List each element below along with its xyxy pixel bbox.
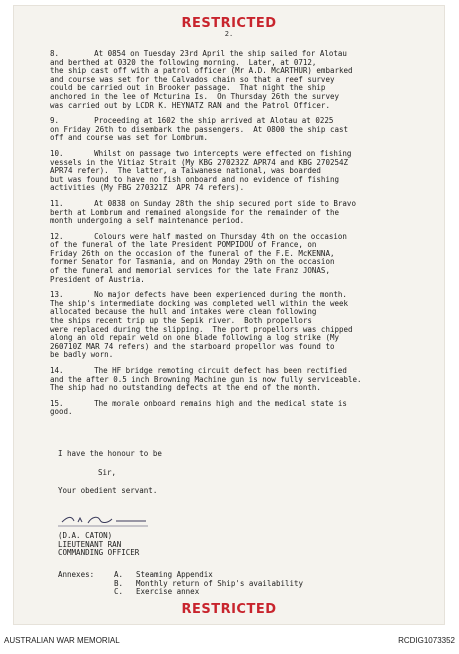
paragraph-text: Proceeding at 1602 the ship arrived at Alotau at 0225: [94, 116, 334, 126]
paragraph-number: 15.: [50, 398, 64, 408]
signatory-title: COMMANDING OFFICER: [58, 548, 140, 558]
handwritten-signature: [58, 512, 148, 528]
paragraph-text: No major defects have been experienced during the month.: [94, 290, 347, 300]
paragraph-text: Colours were half masted on Thursday 4th on the occasion: [94, 231, 347, 241]
paragraph-text: APR74 refer). The latter, a Taiwanese national, was boarded: [50, 166, 321, 176]
restricted-stamp-bottom: RESTRICTED: [181, 602, 277, 617]
paragraph-text: good.: [50, 407, 73, 417]
paragraph-line: [50, 351, 430, 360]
paragraph-text: along an old repair weld on one blade following a log strike (My: [50, 333, 339, 343]
paragraph-text: and berthed at 0320 the following morning. Later, at 0712,: [50, 57, 317, 67]
paragraph-number: 14.: [50, 366, 64, 375]
paragraph: [50, 233, 430, 285]
paragraph-text: but was found to have no fish onboard and no evidence of fishing: [50, 174, 339, 184]
paragraph: [50, 200, 430, 226]
closing-honour: I have the honour to be: [58, 449, 162, 458]
closing-servant: Your obedient servant.: [58, 486, 158, 495]
paragraph-line: [50, 184, 430, 193]
paragraph-line: [50, 134, 430, 143]
signatory-name: (D.A. CATON): [58, 531, 113, 540]
paragraph-text: 260710Z MAR 74 refers) and the starboard propellor was found to: [50, 341, 335, 351]
paragraph-number: 13.: [50, 290, 64, 300]
paragraph-text: At 0854 on Tuesday 23rd April the ship sailed for Alotau: [94, 49, 347, 58]
annex-item: Monthly return of Ship's availability: [136, 578, 304, 588]
paragraph-text: President of Austria.: [50, 274, 145, 284]
annex-item: Exercise annex: [136, 587, 200, 597]
signatory-rank: LIEUTENANT RAN: [58, 539, 122, 549]
paragraph-number: 8.: [50, 49, 60, 58]
paragraph-line: [50, 384, 430, 393]
paragraph-line: [50, 276, 430, 285]
annex-item: Steaming Appendix: [136, 570, 213, 579]
paragraph-text: anchored in the lee of Mcturina Is. On Thursday 26th the survey: [50, 91, 339, 101]
paragraph-text: the ship cast off with a patrol officer (Mr A.D. McARTHUR) embarked: [50, 66, 353, 76]
paragraph-text: on Friday 26th to disembark the passengers. At 0800 the ship cast: [50, 124, 349, 134]
annexes-list: [58, 571, 303, 597]
document-page: [14, 6, 444, 624]
paragraph-text: At 0838 on Sunday 28th the ship secured port side to Bravo: [94, 198, 356, 208]
annex-letter: C.: [114, 587, 124, 597]
paragraph-text: Friday 26th on the occasion of the funeral of the F.E. McKENNA,: [50, 248, 335, 258]
signature-block: [58, 532, 139, 558]
paragraph-text: The ship had no outstanding defects at the end of the month.: [50, 383, 321, 393]
annex-letter: B.: [114, 578, 124, 588]
annex-letter: A.: [114, 570, 124, 579]
paragraph-text: be badly worn.: [50, 350, 114, 360]
paragraph-line: [50, 408, 430, 417]
paragraph-number: 9.: [50, 116, 60, 126]
paragraph-text: month undergoing a self maintenance period.: [50, 216, 245, 226]
page-number: 2.: [224, 30, 234, 38]
paragraph-text: of the funeral of the late President POMPIDOU of France, on: [50, 240, 317, 250]
paragraph-first-line: [50, 400, 430, 409]
paragraph-text: of the funeral and memorial services for the late Franz JONAS,: [50, 266, 330, 276]
paragraph-text: former Senator for Tasmania, and on Monday 29th on the occasion: [50, 257, 335, 267]
paragraph: [50, 291, 430, 360]
paragraph-text: berth at Lombrum and remained alongside for the remainder of the: [50, 207, 339, 217]
paragraph: [50, 150, 430, 193]
paragraph-text: the ships recent trip up the Sepik river. Both propellors: [50, 316, 312, 326]
paragraph-text: and course was set for the Calvados chain so that a reef survey: [50, 74, 335, 84]
paragraph-text: could be carried out in Brooker passage. That night the ship: [50, 83, 326, 93]
closing-sir: Sir,: [98, 468, 117, 477]
paragraph-text: off and course was set for Lombrum.: [50, 133, 209, 143]
letter-body: [50, 50, 430, 424]
paragraph-text: vessels in the Vitiaz Strait (My KBG 270232Z APR74 and KBG 270254Z: [50, 157, 349, 167]
paragraph-text: and the after 0.5 inch Browning Machine gun is now fully serviceable.: [50, 374, 362, 384]
paragraph-text: was carried out by LCDR K. HEYNATZ RAN and the Patrol Officer.: [50, 100, 330, 110]
paragraph: [50, 367, 430, 393]
paragraph-text: were replaced during the slipping. The port propellors was chipped: [50, 324, 353, 334]
paragraph-text: The ship's intermediate docking was completed well within the week: [50, 298, 349, 308]
paragraph-text: allocated because the hull and intakes were clean following: [50, 307, 317, 317]
paragraph-text: The HF bridge remoting circuit defect has been rectified: [94, 366, 347, 375]
paragraph-text: activities (My FBG 270321Z APR 74 refers).: [50, 183, 245, 193]
restricted-stamp-top: RESTRICTED: [181, 16, 277, 31]
paragraph: [50, 400, 430, 417]
paragraph-number: 10.: [50, 148, 64, 158]
archive-reference: RCDIG1073352: [398, 636, 455, 645]
paragraph-number: 11.: [50, 198, 64, 208]
archive-credit: AUSTRALIAN WAR MEMORIAL: [4, 636, 120, 645]
paragraph: [50, 50, 430, 110]
paragraph-line: [50, 217, 430, 226]
paragraph-line: [50, 102, 430, 111]
annexes-label: Annexes:: [58, 570, 95, 579]
paragraph-number: 12.: [50, 231, 64, 241]
paragraph-text: Whilst on passage two intercepts were effected on fishing: [94, 148, 352, 158]
paragraph: [50, 117, 430, 143]
paragraph-text: The morale onboard remains high and the medical state is: [94, 398, 347, 408]
